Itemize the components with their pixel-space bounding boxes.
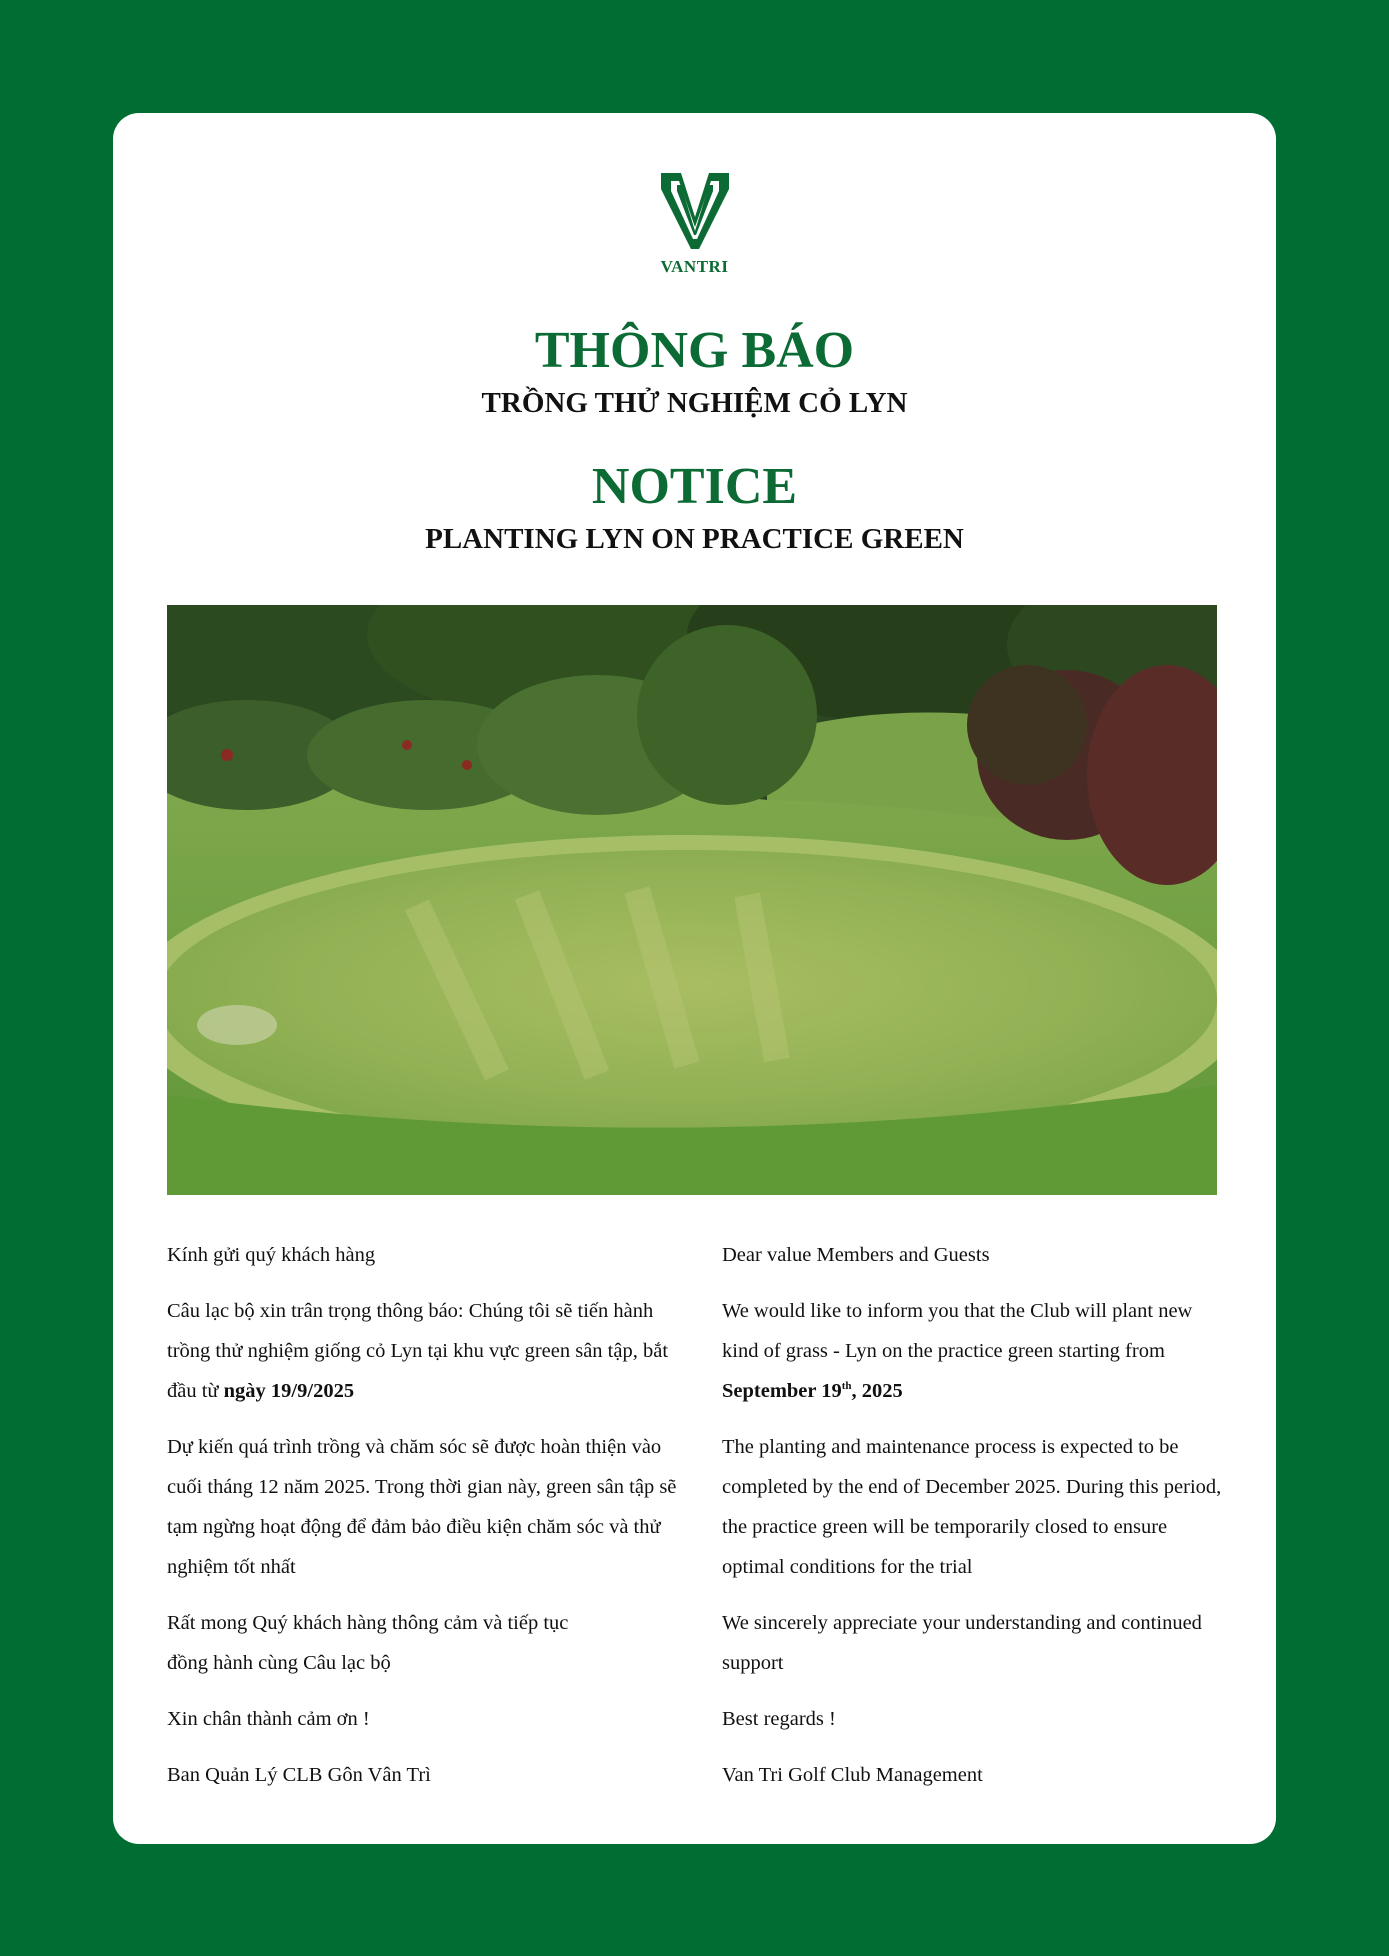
title-vietnamese: THÔNG BÁO	[534, 322, 855, 379]
logo-wordmark: VANTRI	[660, 257, 729, 276]
subtitle-english: PLANTING LYN ON PRACTICE GREEN	[425, 523, 964, 555]
notice-card	[113, 113, 1276, 1844]
subtitle-vietnamese: TRỒNG THỬ NGHIỆM CỎ LYN	[481, 387, 908, 419]
signature-vi: Ban Quản Lý CLB Gôn Vân Trì	[167, 1764, 431, 1786]
practice-green-photo	[167, 605, 1217, 1195]
vantri-v-mark-icon	[659, 169, 731, 251]
start-date-en: September 19th, 2025	[722, 1380, 903, 1402]
start-date-vi: ngày 19/9/2025	[223, 1380, 355, 1402]
title-english: NOTICE	[591, 458, 798, 515]
paragraph-2-en: The planting and maintenance process is expected to be completed by the end of December 2025. During this period, the practice green will be temporarily closed to ensure optimal conditions for the trial	[722, 1436, 1222, 1578]
paragraph-1-en: We would like to inform you that the Club will plant new kind of grass - Lyn on the practice green starting from September 19th, 2025	[722, 1300, 1193, 1402]
paragraph-2-vi: Dự kiến quá trình trồng và chăm sóc sẽ được hoàn thiện vào cuối tháng 12 năm 2025. Trong thời gian này, green sân tập sẽ tạm ngừng hoạt động để đảm bảo điều kiện chăm sóc và thử nghiệm tốt nhất	[167, 1436, 677, 1578]
vietnamese-column	[167, 1235, 677, 1811]
paragraph-3-en: We sincerely appreciate your understanding and continued support	[722, 1612, 1202, 1674]
greeting-en: Dear value Members and Guests	[722, 1244, 990, 1266]
greeting-vi: Kính gửi quý khách hàng	[167, 1244, 376, 1266]
signature-en: Van Tri Golf Club Management	[722, 1764, 983, 1786]
vantri-logo	[113, 169, 1276, 277]
paragraph-3-vi: Rất mong Quý khách hàng thông cảm và tiếp tục đồng hành cùng Câu lạc bộ	[167, 1612, 569, 1674]
paragraph-1-vi: Câu lạc bộ xin trân trọng thông báo: Chúng tôi sẽ tiến hành trồng thử nghiệm giống cỏ Lyn tại khu vực green sân tập, bắt đầu từ ngày 19/9/2025	[167, 1300, 669, 1402]
thanks-en: Best regards !	[722, 1708, 836, 1730]
thanks-vi: Xin chân thành cảm ơn !	[167, 1708, 370, 1730]
english-column	[722, 1235, 1232, 1811]
